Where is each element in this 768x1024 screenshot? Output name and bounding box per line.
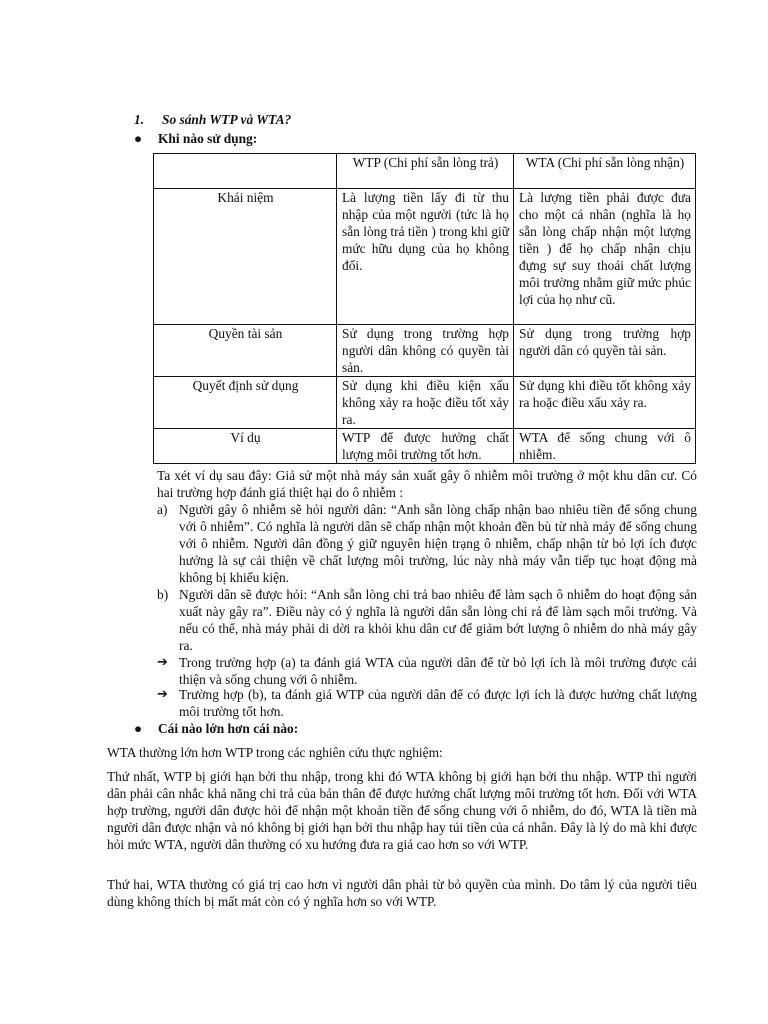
table-row xyxy=(154,325,696,377)
table-row xyxy=(154,429,696,464)
table-cell-wta: WTA để sống chung với ô nhiễm. xyxy=(514,429,696,464)
section-heading xyxy=(134,111,291,128)
table-row xyxy=(154,377,696,429)
table-header-cell: WTA (Chi phí sẵn lòng nhận) xyxy=(514,154,696,189)
comparison-table xyxy=(153,153,696,464)
item-b-text: Người dân sẽ được hỏi: “Anh sẵn lòng chi trả bao nhiêu để làm sạch ô nhiễm do hoạt động sản xuất này gây ra”. Điều này có ý nghĩa là người dân sẵn lòng chi rả để làm sạch môi trường. Và nếu có thể, nhà máy phải di dời ra khỏi khu dân cư để giảm bớt lượng ô nhiễm do nhà máy gây ra. xyxy=(179,587,697,653)
bullet-when-to-use-label: Khi nào sử dụng: xyxy=(158,131,258,146)
table-cell-wta: Là lượng tiền phải được đưa cho một cá nhân (nghĩa là họ sẵn lòng chấp nhận một lượng tiền ) để họ chấp nhận chịu đựng sự suy thoái chất lượng môi trường nhằm giữ mức phúc lợi của họ như cũ. xyxy=(514,189,696,325)
bullet-when-to-use xyxy=(134,130,257,147)
comparison-second: Thứ hai, WTA thường có giá trị cao hơn vì người dân phải từ bỏ quyền của mình. Do tâm lý của người tiêu dùng không thích bị mất mát còn có ý nghĩa hơn so với WTP. xyxy=(107,877,697,909)
table-header-row xyxy=(154,154,696,189)
section-number: 1. xyxy=(134,112,145,127)
example-item-b xyxy=(157,586,697,654)
table-row-label: Quyết định sử dụng xyxy=(154,377,337,429)
item-a-marker: a) xyxy=(157,502,168,517)
bullet-which-larger xyxy=(134,720,298,737)
arrow-right-icon: ➔ xyxy=(157,687,168,702)
table-row-label: Khái niệm xyxy=(154,189,337,325)
table-cell-wta: Sử dụng khi điều tốt không xảy ra hoặc điều xấu xảy ra. xyxy=(514,377,696,429)
table-cell-wta: Sử dụng trong trường hợp người dân có quyền tài sản. xyxy=(514,325,696,377)
comparison-lead: WTA thường lớn hơn WTP trong các nghiên cứu thực nghiệm: xyxy=(107,745,443,760)
bullet-icon: ● xyxy=(134,721,143,736)
conclusion-a-text: Trong trường hợp (a) ta đánh giá WTA của người dân để từ bỏ lợi ích là môi trường được cải thiện và sống chung với ô nhiễm. xyxy=(179,655,697,687)
example-item-a xyxy=(157,501,697,586)
conclusion-b-text: Trường hợp (b), ta đánh giá WTP của người dân để có được lợi ích là được hưởng chất lượng môi trường tốt hơn. xyxy=(179,687,697,719)
table-row-label: Quyền tài sản xyxy=(154,325,337,377)
table-cell-wtp: Sử dụng khi điều kiện xấu không xảy ra hoặc điều tốt xảy ra. xyxy=(337,377,514,429)
table-row xyxy=(154,189,696,325)
example-intro: Ta xét ví dụ sau đây: Giả sử một nhà máy sản xuất gây ô nhiễm môi trường ở một khu dân cư. Có hai trường hợp đánh giá thiệt hại do ô nhiễm : xyxy=(157,468,697,500)
table-row-label: Ví dụ xyxy=(154,429,337,464)
table-cell-wtp: Sử dụng trong trường hợp người dân không có quyền tài sản. xyxy=(337,325,514,377)
comparison-first: Thứ nhất, WTP bị giới hạn bởi thu nhập, trong khi đó WTA không bị giới hạn bởi thu nhập. WTP thì người dân phải cân nhắc khả năng chi trả của bản thân để được hưởng chất lượng môi trường tốt hơn. Đối với WTA hợp trường, người dân được hỏi để nhận một khoản tiền để sống chung với ô nhiễm, do đó, WTA là tiền mà người dân được nhận và nó không bị giới hạn bởi thu nhập hay túi tiền của cá nhân. Đây là lý do mà khi được hỏi mức WTA, người dân thường có xu hướng đưa ra giá cao hơn so với WTP. xyxy=(107,769,697,852)
table-header-cell: WTP (Chi phí sẵn lòng trả) xyxy=(337,154,514,189)
table-cell-wtp: WTP để được hưởng chất lượng môi trường tốt hơn. xyxy=(337,429,514,464)
table-header-cell xyxy=(154,154,337,189)
item-a-text: Người gây ô nhiễm sẽ hỏi người dân: “Anh sẵn lòng chấp nhận bao nhiêu tiền để sống chung với ô nhiễm”. Có nghĩa là người dân sẽ chấp nhận một khoản đền bù từ nhà máy để sống chung với ô nhiễm. Người dân đồng ý giữ nguyên hiện trạng ô nhiễm, chấp nhận từ bỏ lợi ích được hưởng là sự cải thiện về chất lượng môi trường, lúc này nhà máy vẫn tiếp tục hoạt động mà không bị khiếu kiện. xyxy=(179,502,697,585)
conclusion-a xyxy=(157,654,697,688)
conclusion-b xyxy=(157,686,697,720)
item-b-marker: b) xyxy=(157,587,169,602)
bullet-icon: ● xyxy=(134,131,143,146)
arrow-right-icon: ➔ xyxy=(157,655,168,670)
table-cell-wtp: Là lượng tiền lấy đi từ thu nhập của một người (tức là họ sẵn lòng trả tiền ) trong khi giữ mức hữu dụng của họ không đổi. xyxy=(337,189,514,325)
section-title: So sánh WTP và WTA? xyxy=(162,112,292,127)
bullet-which-larger-label: Cái nào lớn hơn cái nào: xyxy=(158,721,299,736)
